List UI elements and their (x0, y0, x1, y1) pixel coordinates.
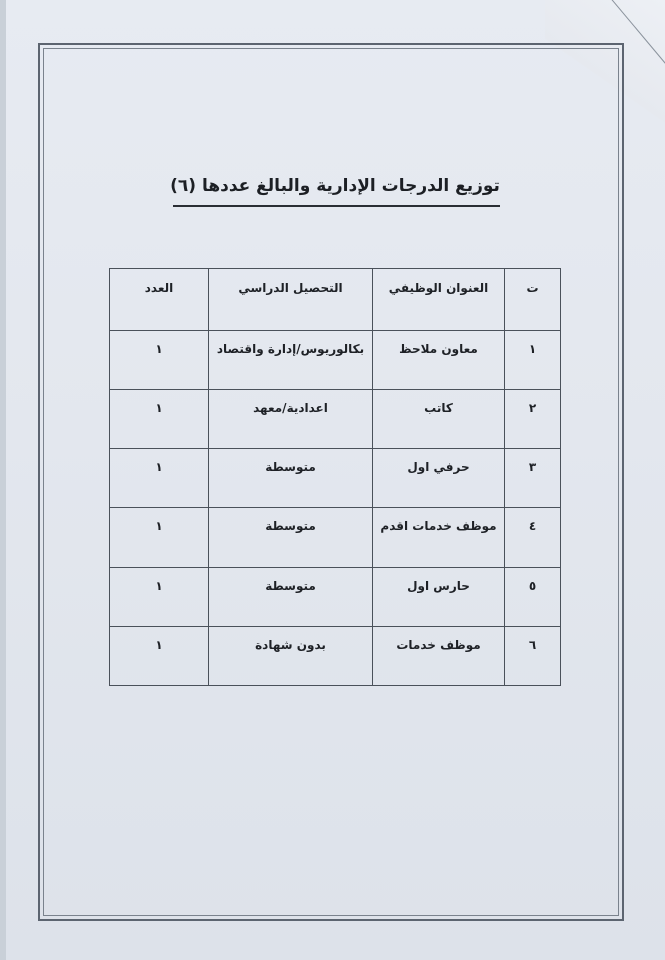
header-job-title: العنوان الوظيفي (373, 269, 505, 331)
cell-seq: ١ (505, 331, 561, 390)
cell-job-title: معاون ملاحظ (373, 331, 505, 390)
cell-job-title: موظف خدمات اقدم (373, 508, 505, 567)
cell-seq: ٤ (505, 508, 561, 567)
header-seq: ت (505, 269, 561, 331)
cell-job-title: موظف خدمات (373, 626, 505, 685)
cell-education: اعدادية/معهد (209, 390, 373, 449)
cell-count: ١ (110, 626, 209, 685)
cell-education: متوسطة (209, 449, 373, 508)
cell-education: بكالوريوس/إدارة واقتصاد (209, 331, 373, 390)
cell-job-title: كاتب (373, 390, 505, 449)
cell-job-title: حرفي اول (373, 449, 505, 508)
table-header-row (110, 269, 561, 331)
header-education: التحصيل الدراسي (209, 269, 373, 331)
cell-count: ١ (110, 449, 209, 508)
table-row (110, 626, 561, 685)
cell-education: متوسطة (209, 508, 373, 567)
cell-seq: ٣ (505, 449, 561, 508)
table-row (110, 508, 561, 567)
cell-education: بدون شهادة (209, 626, 373, 685)
table-row (110, 390, 561, 449)
table-row (110, 567, 561, 626)
table-row (110, 331, 561, 390)
title-underline (173, 205, 500, 207)
cell-seq: ٦ (505, 626, 561, 685)
cell-education: متوسطة (209, 567, 373, 626)
cell-count: ١ (110, 331, 209, 390)
cell-seq: ٥ (505, 567, 561, 626)
cell-count: ١ (110, 567, 209, 626)
document-title: توزيع الدرجات الإدارية والبالغ عددها (٦) (170, 176, 500, 196)
cell-job-title: حارس اول (373, 567, 505, 626)
cell-count: ١ (110, 508, 209, 567)
header-count: العدد (110, 269, 209, 331)
cell-count: ١ (110, 390, 209, 449)
grades-table (109, 268, 561, 686)
table-row (110, 449, 561, 508)
cell-seq: ٢ (505, 390, 561, 449)
